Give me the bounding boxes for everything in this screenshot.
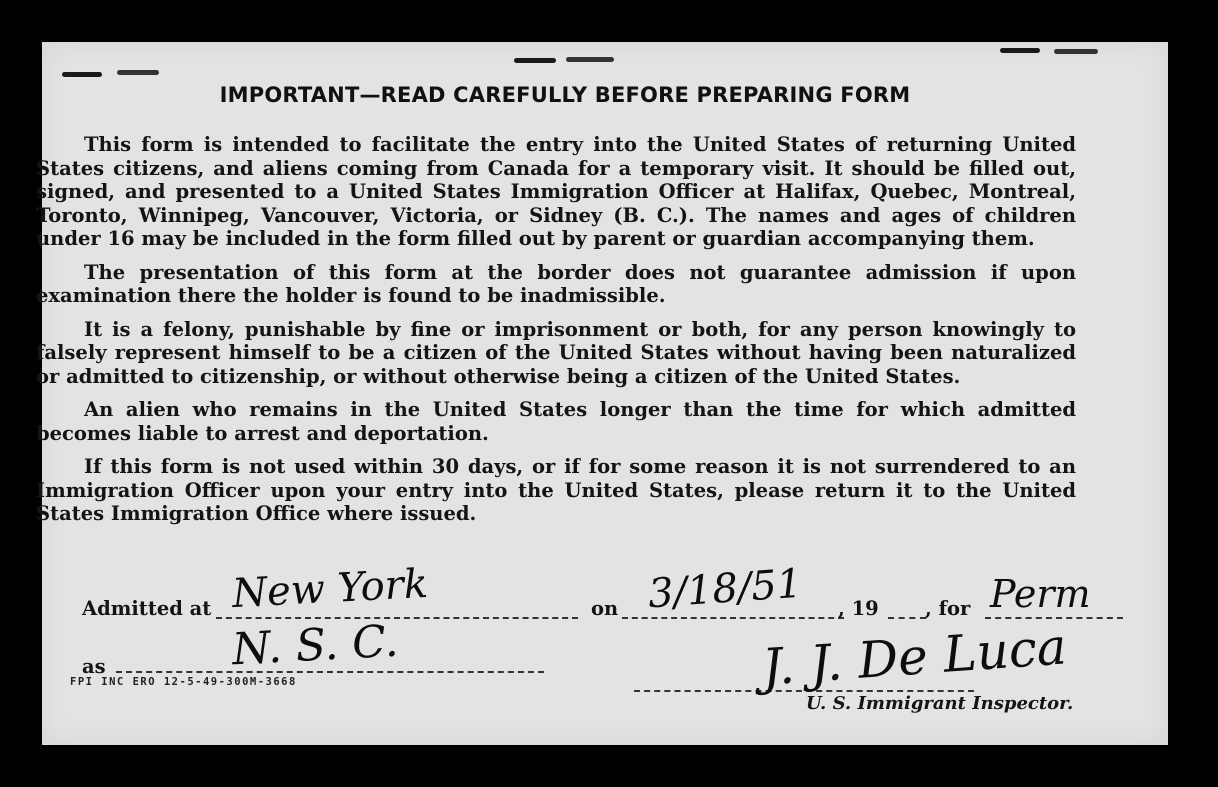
- inspector-label: U. S. Immigrant Inspector.: [806, 693, 1074, 714]
- staple-mark: [62, 72, 102, 77]
- paragraph-deportation: An alien who remains in the United States longer than the time for which admitted becomes liable to arrest and deportation.: [36, 398, 1076, 445]
- admitted-at-value: New York: [230, 560, 430, 618]
- year-line: [888, 617, 926, 619]
- on-label: on: [591, 597, 619, 620]
- year-label: , 19: [838, 597, 879, 620]
- staple-mark: [1000, 48, 1040, 53]
- staple-mark: [117, 70, 159, 75]
- paragraph-felony: It is a felony, punishable by fine or imprisonment or both, for any person knowingly to falsely represent himself to be a citizen of the United States without having been naturalized or admitted to citizenship, or without otherwise being a citizen of the United States.: [36, 317, 1076, 388]
- date-line: [622, 617, 844, 619]
- admitted-at-label: Admitted at: [82, 597, 212, 620]
- paragraph-admission: The presentation of this form at the border does not guarantee admission if upon examination there the holder is found to be inadmissible.: [36, 260, 1076, 307]
- for-label: , for: [925, 597, 971, 620]
- as-value: N. S. C.: [230, 615, 400, 676]
- as-label: as: [82, 655, 106, 678]
- form-heading: IMPORTANT—READ CAREFULLY BEFORE PREPARING FORM: [219, 83, 911, 107]
- paragraph-return: If this form is not used within 30 days, or if for some reason it is not surrendered to an Immigration Officer upon your entry into the United States, please return it to the United States Immigration Office where issued.: [36, 455, 1076, 525]
- as-line: [116, 671, 544, 673]
- instructions-body: [36, 133, 1076, 536]
- staple-mark: [566, 57, 614, 62]
- paragraph-purpose: This form is intended to facilitate the entry into the United States of returning United States citizens, and aliens coming from Canada for a temporary visit. It should be filled out, signed, and presented to a United States Immigration Officer at Halifax, Quebec, Montreal, Toronto, Winnipeg, Vancouver, Victoria, or Sidney (B. C.). The names and ages of children under 16 may be included in the form filled out by parent or guardian accompanying them.: [36, 133, 1076, 250]
- staple-mark: [1054, 49, 1098, 54]
- for-value: Perm: [990, 572, 1091, 616]
- staple-mark: [514, 58, 556, 63]
- form-print-code: FPI INC ERO 12-5-49-300M-3668: [70, 676, 297, 688]
- signature-value: J. J. De Luca: [760, 617, 1069, 697]
- date-value: 3/18/51: [646, 560, 804, 618]
